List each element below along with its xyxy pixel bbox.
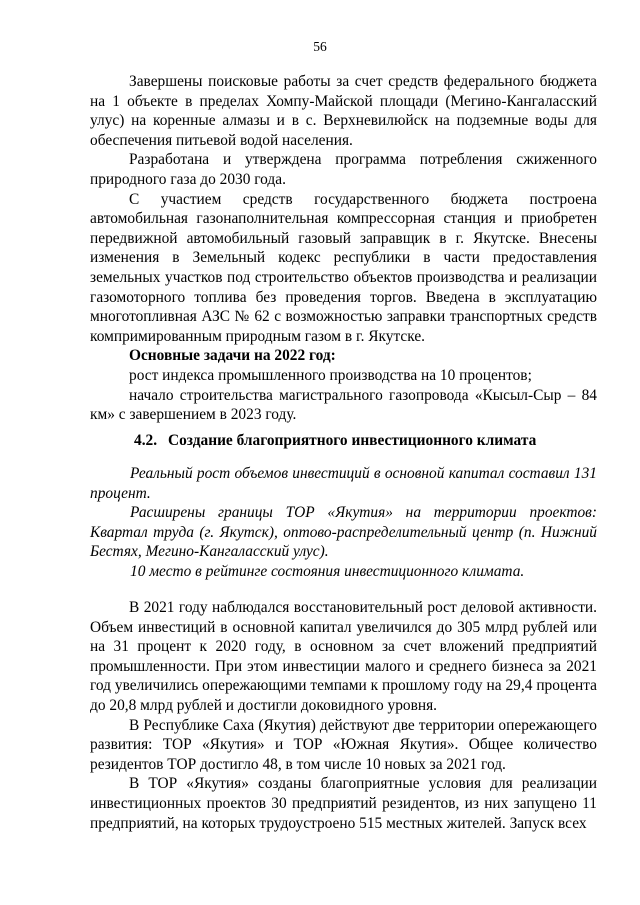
paragraph: В Республике Саха (Якутия) действуют две территории опережающего развития: ТОР «Якутия» и ТОР «Южная Якутия». Общее количество резидентов ТОР достигло 48, в том числе 10 новых за 2021 год.	[90, 716, 597, 773]
highlights-block	[90, 464, 597, 582]
paragraph: С участием средств государственного бюджета построена автомобильная газонаполнительная компрессорная станция и приобретен передвижной автомобильный газовый заправщик в г. Якутске. Внесены изменения в Земельный кодекс республики в части предоставления земельных участков под строительство объектов производства и реализации газомоторного топлива без проведения торгов. Введена в эксплуатацию многотопливная АЗС № 62 с возможностью заправки транспортных средств компримированным природным газом в г. Якутске.	[90, 190, 597, 345]
paragraph: Разработана и утверждена программа потребления сжиженного природного газа до 2030 года.	[90, 151, 597, 188]
section-heading	[134, 431, 536, 451]
body-block-top	[90, 72, 597, 425]
highlight: 10 место в рейтинге состояния инвестиционного климата.	[130, 562, 525, 580]
page-number: 56	[313, 39, 327, 54]
section-number: 4.2.	[134, 432, 158, 449]
paragraph: Завершены поисковые работы за счет средств федерального бюджета на 1 объекте в пределах Хомпу-Майской площади (Мегино-Кангаласский улус) на коренные алмазы и в с. Верхневилюйск на подземные воды для обеспечения питьевой водой населения.	[90, 73, 597, 149]
paragraph: В 2021 году наблюдался восстановительный рост деловой активности. Объем инвестиций в основной капитал увеличился до 305 млрд рублей или на 31 процент к 2020 году, в основном за счет вложений предприятий промышленности. При этом инвестиции малого и среднего бизнеса за 2021 год увеличились опережающими темпами к прошлому году на 29,4 процента до 20,8 млрд рублей и достигли доковидного уровня.	[90, 599, 597, 714]
task-item: рост индекса промышленного производства на 10 процентов;	[129, 366, 532, 384]
section-title: Создание благоприятного инвестиционного климата	[168, 432, 537, 449]
highlight: Реальный рост объемов инвестиций в основной капитал составил 131 процент.	[90, 465, 597, 502]
paragraph: В ТОР «Якутия» созданы благоприятные условия для реализации инвестиционных проектов 30 предприятий резидентов, из них запущено 11 предприятий, на которых трудоустроено 515 местных жителей. Запуск всех	[90, 775, 597, 832]
highlight: Расширены границы ТОР «Якутия» на территории проектов: Квартал труда (г. Якутск), оптово-распределительный центр (п. Нижний Бестях, Мегино-Кангаласский улус).	[90, 504, 597, 561]
task-item: начало строительства магистрального газопровода «Кысыл-Сыр – 84 км» с завершением в 2023 году.	[90, 386, 597, 424]
tasks-title: Основные задачи на 2022 год:	[129, 347, 336, 365]
body-block-bottom	[90, 598, 597, 833]
